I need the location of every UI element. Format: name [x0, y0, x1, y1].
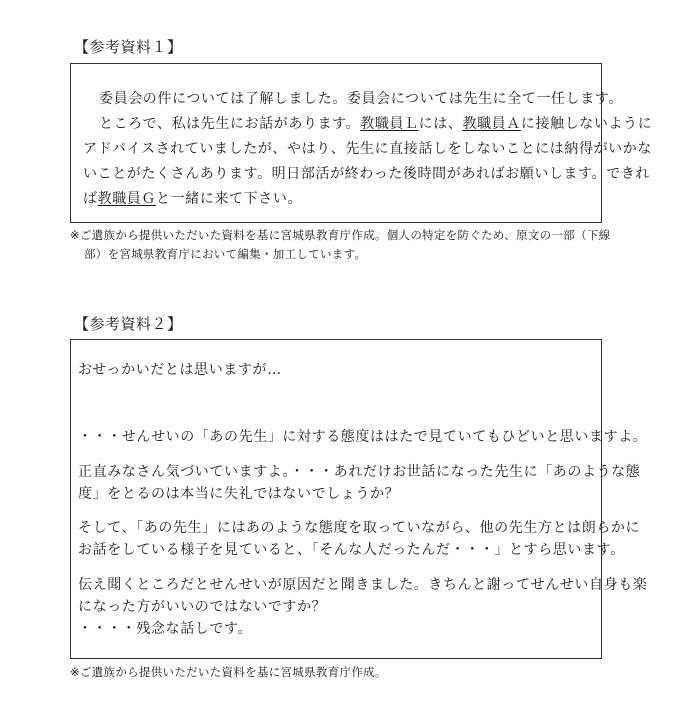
material2-line7: 伝え聞くところだとせんせいが原因だと聞きました。きちんと謝ってせんせい自身も楽 [78, 577, 648, 593]
staff-g-underlined: 教職員Ｇ [97, 191, 157, 207]
material1-line2 [99, 113, 652, 133]
material1-line4: いことがたくさんあります。明日部活が終わった後時間があればお願いします。できれ [83, 166, 651, 182]
material2-line1: おせっかいだとは思いますが… [78, 362, 282, 378]
material2-note: ※ご遺族から提供いただいた資料を基に宮城県教育庁作成。 [70, 665, 387, 679]
material1-note-line1: ※ご遺族から提供いただいた資料を基に宮城県教育庁作成。個人の特定を防ぐため、原文の一部（下線 [70, 228, 611, 242]
staff-a-underlined: 教職員Ａ [462, 116, 521, 132]
material2-line2: ・・・せんせいの「あの先生」に対する態度ははたで見ていてもひどいと思いますよ。 [78, 429, 648, 445]
material1-box [70, 63, 653, 223]
material1-note-line2: 部）を宮城県教育庁において編集・加工しています。 [84, 247, 367, 261]
material1-line5-text-b: と一緒に来て下さい。 [156, 191, 303, 207]
material1-line3: アドバイスされていましたが、やはり、先生に直接話しをしないことには納得がいかな [83, 141, 652, 157]
material1-line1: 委員会の件については了解しました。委員会については先生に全て一任します。 [99, 91, 623, 107]
material2-line6: お話をしている様子を見ていると、「そんな人だったんだ・・・」とすら思います。 [78, 542, 625, 558]
material2-line3: 正直みなさん気づいていますよ。・・・あれだけお世話になった先生に「あのような態 [78, 464, 641, 480]
material1-line2-text-a: ところで、私は先生にお話があります。 [99, 116, 361, 132]
material2-line8: になった方がいいのではないですか？ [78, 599, 327, 615]
material2-line4: 度」をとるのは本当に失礼ではないでしょうか？ [78, 486, 400, 502]
material1-line2-text-b: には、 [418, 116, 463, 132]
material1-line5 [83, 188, 302, 208]
material2-line5: そして、「あの先生」にはあのような態度を取っていながら、他の先生方とは朗らかに [78, 520, 641, 536]
material2-box [70, 339, 648, 659]
material1-line5-text-a: ば [83, 191, 98, 207]
material1-heading: 【参考資料１】 [74, 38, 183, 56]
staff-l-underlined: 教職員Ｌ [360, 116, 419, 132]
material1-line2-text-c: に接触しないように [520, 116, 653, 132]
material2-line9: ・・・・残念な話しです。 [78, 621, 253, 637]
material2-heading: 【参考資料２】 [74, 315, 183, 333]
